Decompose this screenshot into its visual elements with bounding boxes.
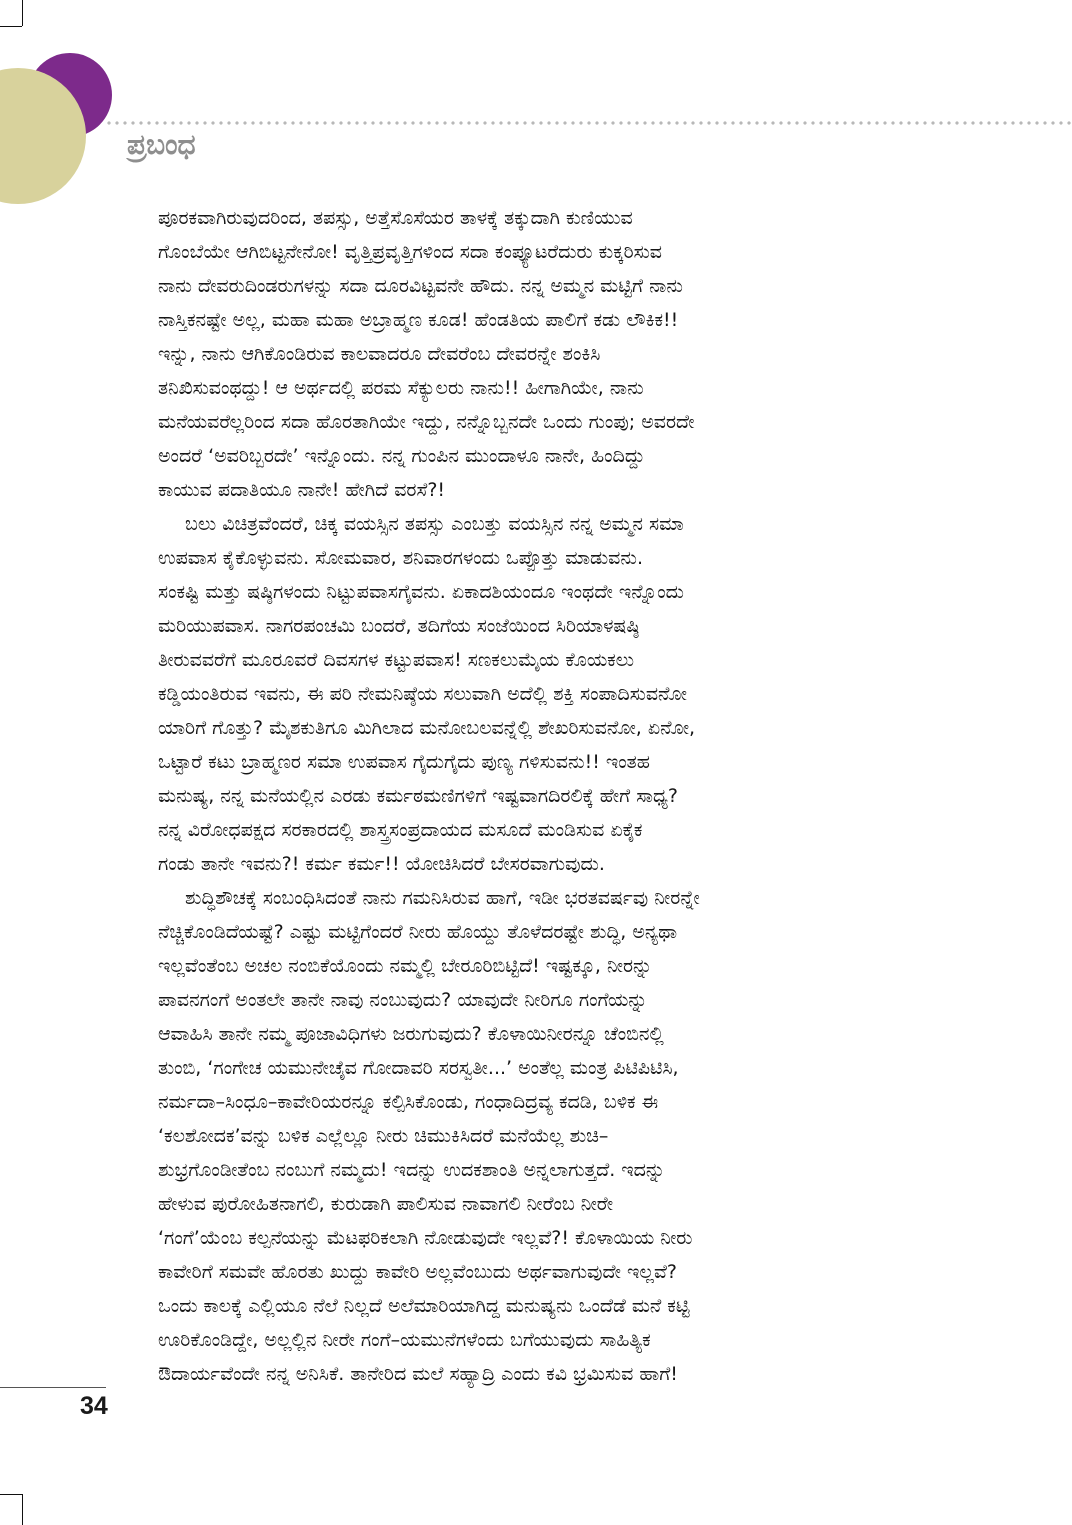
section-title: ಪ್ರಬಂಧ: [127, 128, 196, 161]
text-line: ಊರಿಕೊಂಡಿದ್ದೇ, ಅಲ್ಲಲ್ಲಿನ ನೀರೇ ಗಂಗೆ–ಯಮುನೆಗಳೆಂದು ಬಗೆಯುವುದು ಸಾಹಿತ್ಯಿಕ: [158, 1329, 651, 1351]
page-number: 34: [80, 1392, 108, 1420]
text-line: ನಾನು ದೇವರುದಿಂಡರುಗಳನ್ನು ಸದಾ ದೂರವಿಟ್ಟವನೇ ಹೌದು. ನನ್ನ ಅಮ್ಮನ ಮಟ್ಟಿಗೆ ನಾನು: [158, 275, 683, 297]
dotted-header-rule: [105, 120, 1072, 126]
text-line: ಯಾರಿಗೆ ಗೊತ್ತು? ಮೈಶಕುತಿಗೂ ಮಿಗಿಲಾದ ಮನೋಬಲವನ್ನೆಲ್ಲಿ ಶೇಖರಿಸುವನೋ, ಏನೋ,: [158, 717, 696, 739]
paragraph: [158, 507, 918, 881]
text-line: ‘ಗಂಗೆ’ಯೆಂಬ ಕಲ್ಪನೆಯನ್ನು ಮೆಟಫರಿಕಲಾಗಿ ನೋಡುವುದೇ ಇಲ್ಲವೆ?! ಕೊಳಾಯಿಯ ನೀರು: [158, 1227, 693, 1249]
text-line: ಬಲು ವಿಚಿತ್ರವೆಂದರೆ, ಚಿಕ್ಕ ವಯಸ್ಸಿನ ತಪಸ್ಸು ಎಂಬತ್ತು ವಯಸ್ಸಿನ ನನ್ನ ಅಮ್ಮನ ಸಮಾ: [185, 513, 684, 535]
text-line: ಮನುಷ್ಯ, ನನ್ನ ಮನೆಯಲ್ಲಿನ ಎರಡು ಕರ್ಮಠಮಣಿಗಳಿಗೆ ಇಷ್ಟವಾಗದಿರಲಿಕ್ಕೆ ಹೇಗೆ ಸಾಧ್ಯ?: [158, 785, 678, 807]
text-line: ಮರಿಯುಪವಾಸ. ನಾಗರಪಂಚಮಿ ಬಂದರೆ, ತದಿಗೆಯ ಸಂಜೆಯಿಂದ ಸಿರಿಯಾಳಷಷ್ಠಿ: [158, 615, 640, 637]
crop-mark-top-horizontal: [0, 26, 22, 27]
crop-mark-bottom-horizontal: [0, 1494, 22, 1495]
text-line: ತನಿಖಿಸುವಂಥದ್ದು! ಆ ಅರ್ಥದಲ್ಲಿ ಪರಮ ಸೆಕ್ಯುಲರು ನಾನು!! ಹೀಗಾಗಿಯೇ, ನಾನು: [158, 377, 644, 399]
text-line: ಪೂರಕವಾಗಿರುವುದರಿಂದ, ತಪಸ್ಸು, ಅತ್ತೆಸೊಸೆಯರ ತಾಳಕ್ಕೆ ತಕ್ಕುದಾಗಿ ಕುಣಿಯುವ: [158, 207, 633, 229]
text-line: ಕಾವೇರಿಗೆ ಸಮವೇ ಹೊರತು ಖುದ್ದು ಕಾವೇರಿ ಅಲ್ಲವೆಂಬುದು ಅರ್ಥವಾಗುವುದೇ ಇಲ್ಲವೆ?: [158, 1261, 677, 1283]
text-line: ನೆಚ್ಚಿಕೊಂಡಿದೆಯಷ್ಟೆ? ಎಷ್ಟು ಮಟ್ಟಿಗೆಂದರೆ ನೀರು ಹೊಯ್ದು ತೊಳೆದರಷ್ಟೇ ಶುದ್ಧಿ, ಅನ್ಯಥಾ: [158, 921, 678, 943]
text-line: ಮನೆಯವರೆಲ್ಲರಿಂದ ಸದಾ ಹೊರತಾಗಿಯೇ ಇದ್ದು, ನನ್ನೊಬ್ಬನದೇ ಒಂದು ಗುಂಪು; ಅವರದೇ: [158, 411, 695, 433]
text-line: ಆವಾಹಿಸಿ ತಾನೇ ನಮ್ಮ ಪೂಜಾವಿಧಿಗಳು ಜರುಗುವುದು? ಕೊಳಾಯಿನೀರನ್ನೂ ಚೆಂಬಿನಲ್ಲಿ: [158, 1023, 664, 1045]
text-line: ಅಂದರೆ ‘ಅವರಿಬ್ಬರದೇ’ ಇನ್ನೊಂದು. ನನ್ನ ಗುಂಪಿನ ಮುಂದಾಳೂ ನಾನೇ, ಹಿಂದಿದ್ದು: [158, 445, 645, 467]
text-line: ನರ್ಮದಾ–ಸಿಂಧೂ–ಕಾವೇರಿಯರನ್ನೂ ಕಲ್ಪಿಸಿಕೊಂಡು, ಗಂಧಾದಿದ್ರವ್ಯ ಕದಡಿ, ಬಳಿಕ ಈ: [158, 1091, 659, 1113]
text-line: ನನ್ನ ವಿರೋಧಪಕ್ಷದ ಸರಕಾರದಲ್ಲಿ ಶಾಸ್ತ್ರಸಂಪ್ರದಾಯದ ಮಸೂದೆ ಮಂಡಿಸುವ ಏಕೈಕ: [158, 819, 643, 841]
body-text: [158, 201, 918, 1391]
text-line: ಹೇಳುವ ಪುರೋಹಿತನಾಗಲಿ, ಕುರುಡಾಗಿ ಪಾಲಿಸುವ ನಾವಾಗಲಿ ನೀರೆಂಬ ನೀರೇ: [158, 1193, 614, 1215]
text-line: ಶುಭ್ರಗೊಂಡೀತೆಂಬ ನಂಬುಗೆ ನಮ್ಮದು! ಇದನ್ನು ಉದಕಶಾಂತಿ ಅನ್ನಲಾಗುತ್ತದೆ. ಇದನ್ನು: [158, 1159, 666, 1181]
text-line: ಗೊಂಬೆಯೇ ಆಗಿಬಿಟ್ಟನೇನೋ! ವೃತ್ತಿಪ್ರವೃತ್ತಿಗಳಿಂದ ಸದಾ ಕಂಪ್ಯೂಟರೆದುರು ಕುಕ್ಕರಿಸುವ: [158, 241, 662, 263]
text-line: ಕಡ್ಡಿಯಂತಿರುವ ಇವನು, ಈ ಪರಿ ನೇಮನಿಷ್ಠೆಯ ಸಲುವಾಗಿ ಅದೆಲ್ಲಿ ಶಕ್ತಿ ಸಂಪಾದಿಸುವನೋ: [158, 683, 687, 705]
text-line: ಶುದ್ಧಿಶೌಚಕ್ಕೆ ಸಂಬಂಧಿಸಿದಂತೆ ನಾನು ಗಮನಿಸಿರುವ ಹಾಗೆ, ಇಡೀ ಭರತವರ್ಷವು ನೀರನ್ನೇ: [185, 887, 700, 909]
text-line: ಔದಾರ್ಯವೆಂದೇ ನನ್ನ ಅನಿಸಿಕೆ. ತಾನೇರಿದ ಮಲೆ ಸಹ್ಯಾದ್ರಿ ಎಂದು ಕವಿ ಭ್ರಮಿಸುವ ಹಾಗೆ!: [158, 1363, 678, 1385]
text-line: ನಾಸ್ತಿಕನಷ್ಟೇ ಅಲ್ಲ, ಮಹಾ ಮಹಾ ಅಬ್ರಾಹ್ಮಣ ಕೂಡ! ಹೆಂಡತಿಯ ಪಾಲಿಗೆ ಕಡು ಲೌಕಿಕ!!: [158, 309, 679, 331]
text-line: ತೀರುವವರೆಗೆ ಮೂರೂವರೆ ದಿವಸಗಳ ಕಟ್ಟುಪವಾಸ! ಸಣಕಲುಮೈಯ ಕೊಯಕಲು: [158, 649, 635, 671]
text-line: ಸಂಕಷ್ಟಿ ಮತ್ತು ಷಷ್ಠಿಗಳಂದು ನಿಟ್ಟುಪವಾಸಗೈವನು. ಏಕಾದಶಿಯಂದೂ ಇಂಥದೇ ಇನ್ನೊಂದು: [158, 581, 684, 603]
footer-rule: [0, 1387, 106, 1388]
text-line: ಒಟ್ಟಾರೆ ಕಟು ಬ್ರಾಹ್ಮಣರ ಸಮಾ ಉಪವಾಸ ಗೈದುಗೈದು ಪುಣ್ಯ ಗಳಿಸುವನು!! ಇಂತಹ: [158, 751, 650, 773]
text-line: ಇನ್ನು, ನಾನು ಆಗಿಕೊಂಡಿರುವ ಕಾಲವಾದರೂ ದೇವರೆಂಬ ದೇವರನ್ನೇ ಶಂಕಿಸಿ: [158, 343, 601, 365]
text-line: ಉಪವಾಸ ಕೈಕೊಳ್ಳುವನು. ಸೋಮವಾರ, ಶನಿವಾರಗಳಂದು ಒಪ್ಪೊತ್ತು ಮಾಡುವನು.: [158, 547, 644, 569]
text-line: ಇಲ್ಲವೆಂತೆಂಬ ಅಚಲ ನಂಬಿಕೆಯೊಂದು ನಮ್ಮಲ್ಲಿ ಬೇರೂರಿಬಿಟ್ಟಿದೆ! ಇಷ್ಟಕ್ಕೂ, ನೀರನ್ನು: [158, 955, 653, 977]
text-line: ಒಂದು ಕಾಲಕ್ಕೆ ಎಲ್ಲಿಯೂ ನೆಲೆ ನಿಲ್ಲದೆ ಅಲೆಮಾರಿಯಾಗಿದ್ದ ಮನುಷ್ಯನು ಒಂದೆಡೆ ಮನೆ ಕಟ್ಟಿ: [158, 1295, 690, 1317]
text-line: ‘ಕಲಶೋದಕ’ವನ್ನು ಬಳಿಕ ಎಲ್ಲೆಲ್ಲೂ ನೀರು ಚಿಮುಕಿಸಿದರೆ ಮನೆಯೆಲ್ಲ ಶುಚಿ–: [158, 1125, 609, 1147]
paragraph: [158, 201, 918, 507]
text-line: ಗಂಡು ತಾನೇ ಇವನು?! ಕರ್ಮ ಕರ್ಮ!! ಯೋಚಿಸಿದರೆ ಬೇಸರವಾಗುವುದು.: [158, 853, 605, 875]
crop-mark-top-vertical: [22, 0, 23, 26]
text-line: ಕಾಯುವ ಪದಾತಿಯೂ ನಾನೇ! ಹೇಗಿದೆ ವರಸೆ?!: [158, 479, 446, 501]
paragraph: [158, 881, 918, 1391]
text-line: ಪಾವನಗಂಗೆ ಅಂತಲೇ ತಾನೇ ನಾವು ನಂಬುವುದು? ಯಾವುದೇ ನೀರಿಗೂ ಗಂಗೆಯನ್ನು: [158, 989, 648, 1011]
header-decoration: [0, 40, 130, 220]
crop-mark-bottom-vertical: [22, 1494, 23, 1525]
text-line: ತುಂಬಿ, ‘ಗಂಗೇಚ ಯಮುನೇಚೈವ ಗೋದಾವರಿ ಸರಸ್ವತೀ...’ ಅಂತೆಲ್ಲ ಮಂತ್ರ ಪಿಟಿಪಿಟಿಸಿ,: [158, 1057, 679, 1079]
